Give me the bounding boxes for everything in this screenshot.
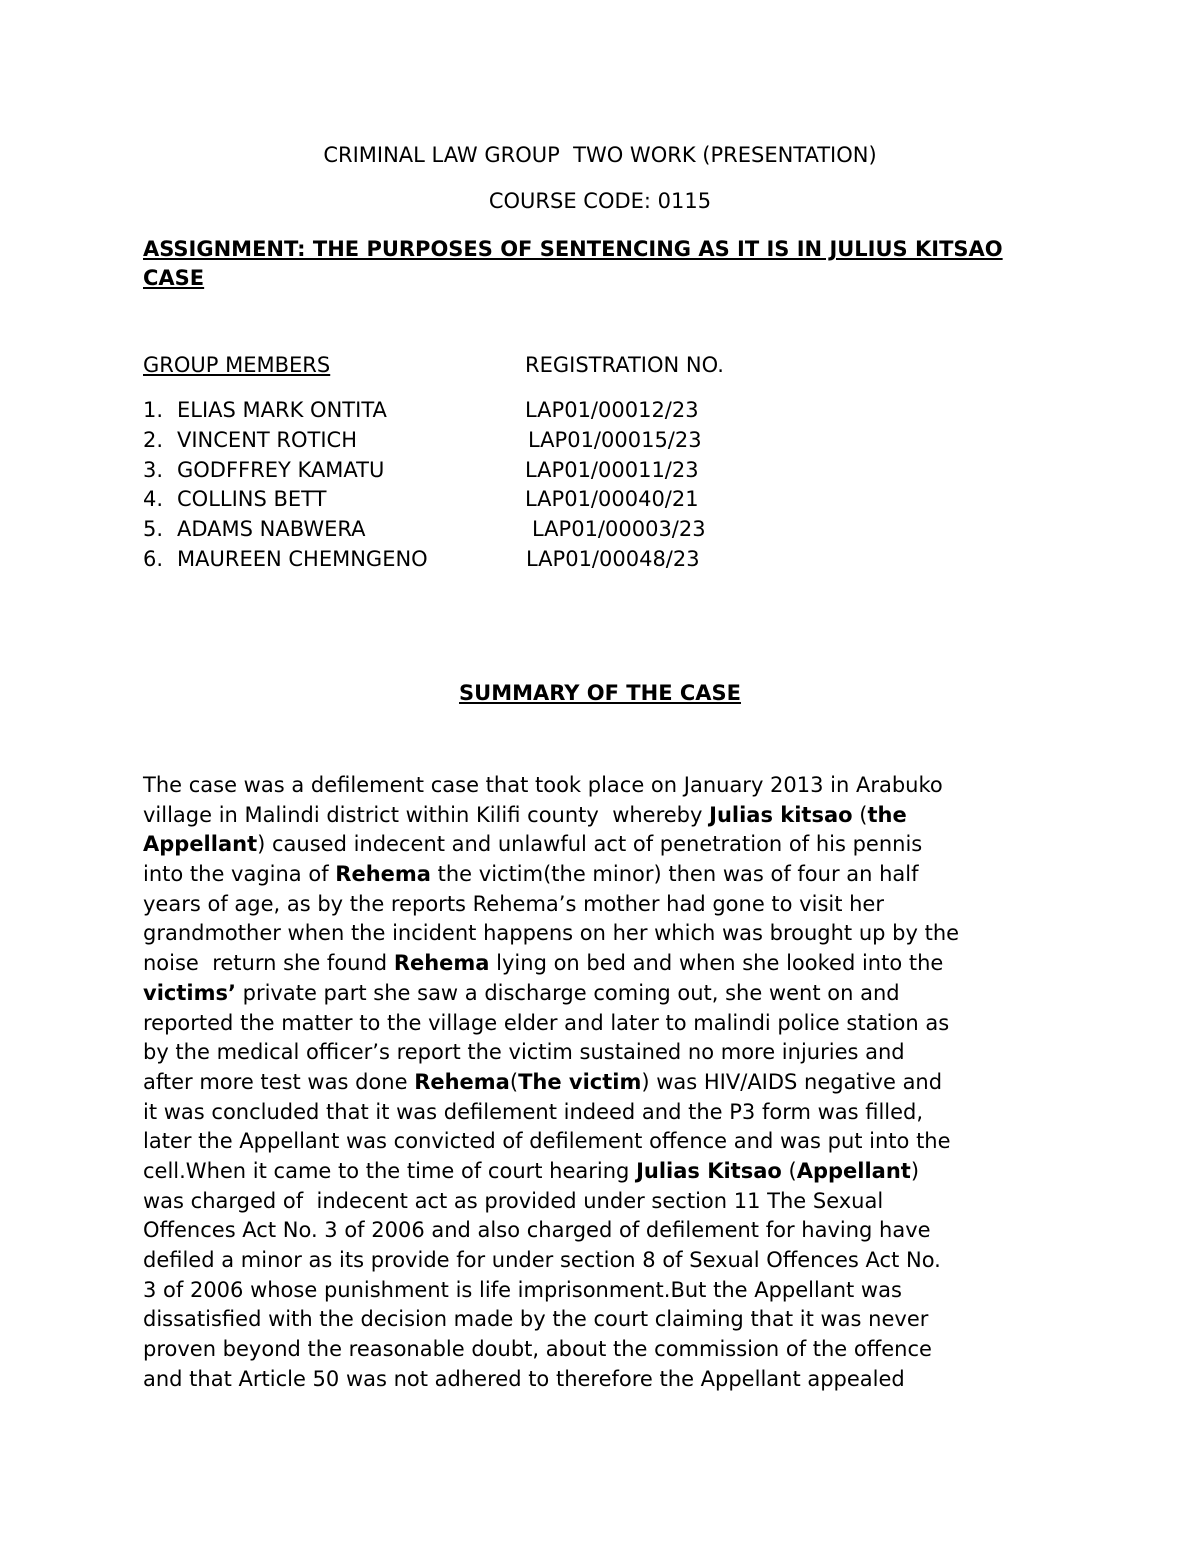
bold-text: the	[867, 802, 907, 827]
summary-title: SUMMARY OF THE CASE	[459, 681, 741, 705]
text-run: (	[781, 1158, 797, 1183]
member-name: VINCENT ROTICH	[177, 427, 358, 452]
member-registration: LAP01/00012/23	[525, 398, 699, 422]
member-row	[143, 487, 843, 517]
summary-line	[143, 1068, 1063, 1098]
text-run: grandmother when the incident happens on her which was brought up by the	[143, 921, 960, 946]
summary-line	[143, 1009, 1063, 1039]
summary-line	[143, 1365, 1063, 1395]
text-run: Offences Act No. 3 of 2006 and also charged of defilement for having have	[143, 1218, 931, 1243]
summary-line	[143, 1216, 1063, 1246]
member-registration: LAP01/00040/21	[525, 487, 699, 512]
text-run: dissatisfied with the decision made by the court claiming that it was never	[143, 1307, 929, 1332]
registration-heading: REGISTRATION NO.	[525, 353, 724, 377]
bold-text: Appellant	[796, 1158, 911, 1183]
text-run: the victim(the minor) then was of four an half	[430, 862, 919, 887]
text-run: 3 of 2006 whose punishment is life imprisonment.But the Appellant was	[143, 1277, 902, 1302]
member-registration: LAP01/00011/23	[525, 457, 699, 482]
text-run: ) caused indecent and unlawful act of penetration of his pennis	[257, 832, 923, 857]
summary-line	[143, 1157, 1063, 1187]
course-code: COURSE CODE: 0115	[488, 189, 712, 213]
member-number: 4.	[143, 487, 164, 512]
text-run: ) was HIV/AIDS negative and	[641, 1069, 943, 1094]
assignment-heading: ASSIGNMENT: THE PURPOSES OF SENTENCING AS IT IS IN JULIUS KITSAO CASE	[143, 237, 1003, 290]
text-run: The case was a defilement case that took place on January 2013 in Arabuko	[143, 773, 943, 797]
summary-line	[143, 1335, 1063, 1365]
member-row	[143, 547, 843, 577]
summary-line	[143, 1038, 1063, 1068]
summary-line	[143, 890, 1063, 920]
member-name: COLLINS BETT	[177, 487, 327, 512]
text-run: cell.When it came to the time of court hearing	[143, 1158, 637, 1183]
member-row	[143, 458, 843, 488]
text-run: )	[910, 1158, 920, 1183]
text-run: by the medical officer’s report the victim sustained no more injuries and	[143, 1040, 905, 1065]
bold-text: victims’	[143, 980, 236, 1005]
text-run: village in Malindi district within Kilifi county whereby	[143, 802, 710, 827]
summary-line	[143, 771, 1063, 801]
bold-text: Rehema	[335, 862, 431, 887]
summary-line	[143, 1187, 1063, 1217]
bold-text: The victim	[518, 1069, 642, 1094]
bold-text: Appellant	[143, 832, 258, 857]
text-run: it was concluded that it was defilement indeed and the P3 form was filled,	[143, 1099, 924, 1124]
summary-line	[143, 1098, 1063, 1128]
text-run: (	[852, 802, 868, 827]
bold-text: Julias kitsao	[709, 802, 853, 827]
text-run: years of age, as by the reports Rehema’s mother had gone to visit her	[143, 891, 884, 916]
member-name: ADAMS NABWERA	[177, 517, 366, 542]
summary-line	[143, 1305, 1063, 1335]
member-number: 3.	[143, 457, 164, 482]
summary-paragraph	[143, 771, 1063, 1394]
summary-line	[143, 949, 1063, 979]
text-run: after more test was done	[143, 1069, 415, 1094]
text-run: later the Appellant was convicted of defilement offence and was put into the	[143, 1129, 951, 1154]
summary-line	[143, 860, 1063, 890]
summary-line	[143, 1276, 1063, 1306]
text-run: defiled a minor as its provide for under section 8 of Sexual Offences Act No.	[143, 1248, 941, 1272]
member-registration: LAP01/00003/23	[532, 517, 706, 542]
text-run: (	[509, 1069, 519, 1094]
member-row	[143, 517, 843, 547]
group-members-heading: GROUP MEMBERS	[143, 353, 331, 377]
text-run: noise return she found	[143, 951, 394, 976]
member-number: 6.	[143, 547, 164, 571]
member-row	[143, 428, 843, 458]
member-row	[143, 398, 843, 428]
document-title: CRIMINAL LAW GROUP TWO WORK (PRESENTATION)	[323, 143, 877, 167]
member-number: 2.	[143, 427, 164, 452]
summary-line	[143, 1246, 1063, 1276]
member-name: GODFFREY KAMATU	[177, 457, 385, 482]
text-run: into the vagina of	[143, 862, 336, 887]
text-run: private part she saw a discharge coming out, she went on and	[235, 980, 900, 1005]
bold-text: Rehema	[393, 951, 490, 976]
member-number: 1.	[143, 398, 164, 422]
summary-line	[143, 801, 1063, 831]
summary-line	[143, 979, 1063, 1009]
summary-line	[143, 919, 1063, 949]
member-registration: LAP01/00015/23	[528, 427, 702, 452]
text-run: reported the matter to the village elder and later to malindi police station as	[143, 1010, 950, 1035]
summary-line	[143, 830, 1063, 860]
bold-text: Rehema	[414, 1069, 510, 1094]
summary-line	[143, 1127, 1063, 1157]
text-run: lying on bed and when she looked into the	[489, 951, 944, 976]
text-run: proven beyond the reasonable doubt, about the commission of the offence	[143, 1337, 932, 1362]
member-registration: LAP01/00048/23	[526, 547, 700, 571]
member-name: ELIAS MARK ONTITA	[177, 398, 387, 422]
member-name: MAUREEN CHEMNGENO	[177, 547, 428, 571]
text-run: was charged of indecent act as provided under section 11 The Sexual	[143, 1188, 884, 1213]
bold-text: Julias Kitsao	[636, 1158, 782, 1183]
member-number: 5.	[143, 517, 164, 542]
text-run: and that Article 50 was not adhered to therefore the Appellant appealed	[143, 1366, 905, 1391]
